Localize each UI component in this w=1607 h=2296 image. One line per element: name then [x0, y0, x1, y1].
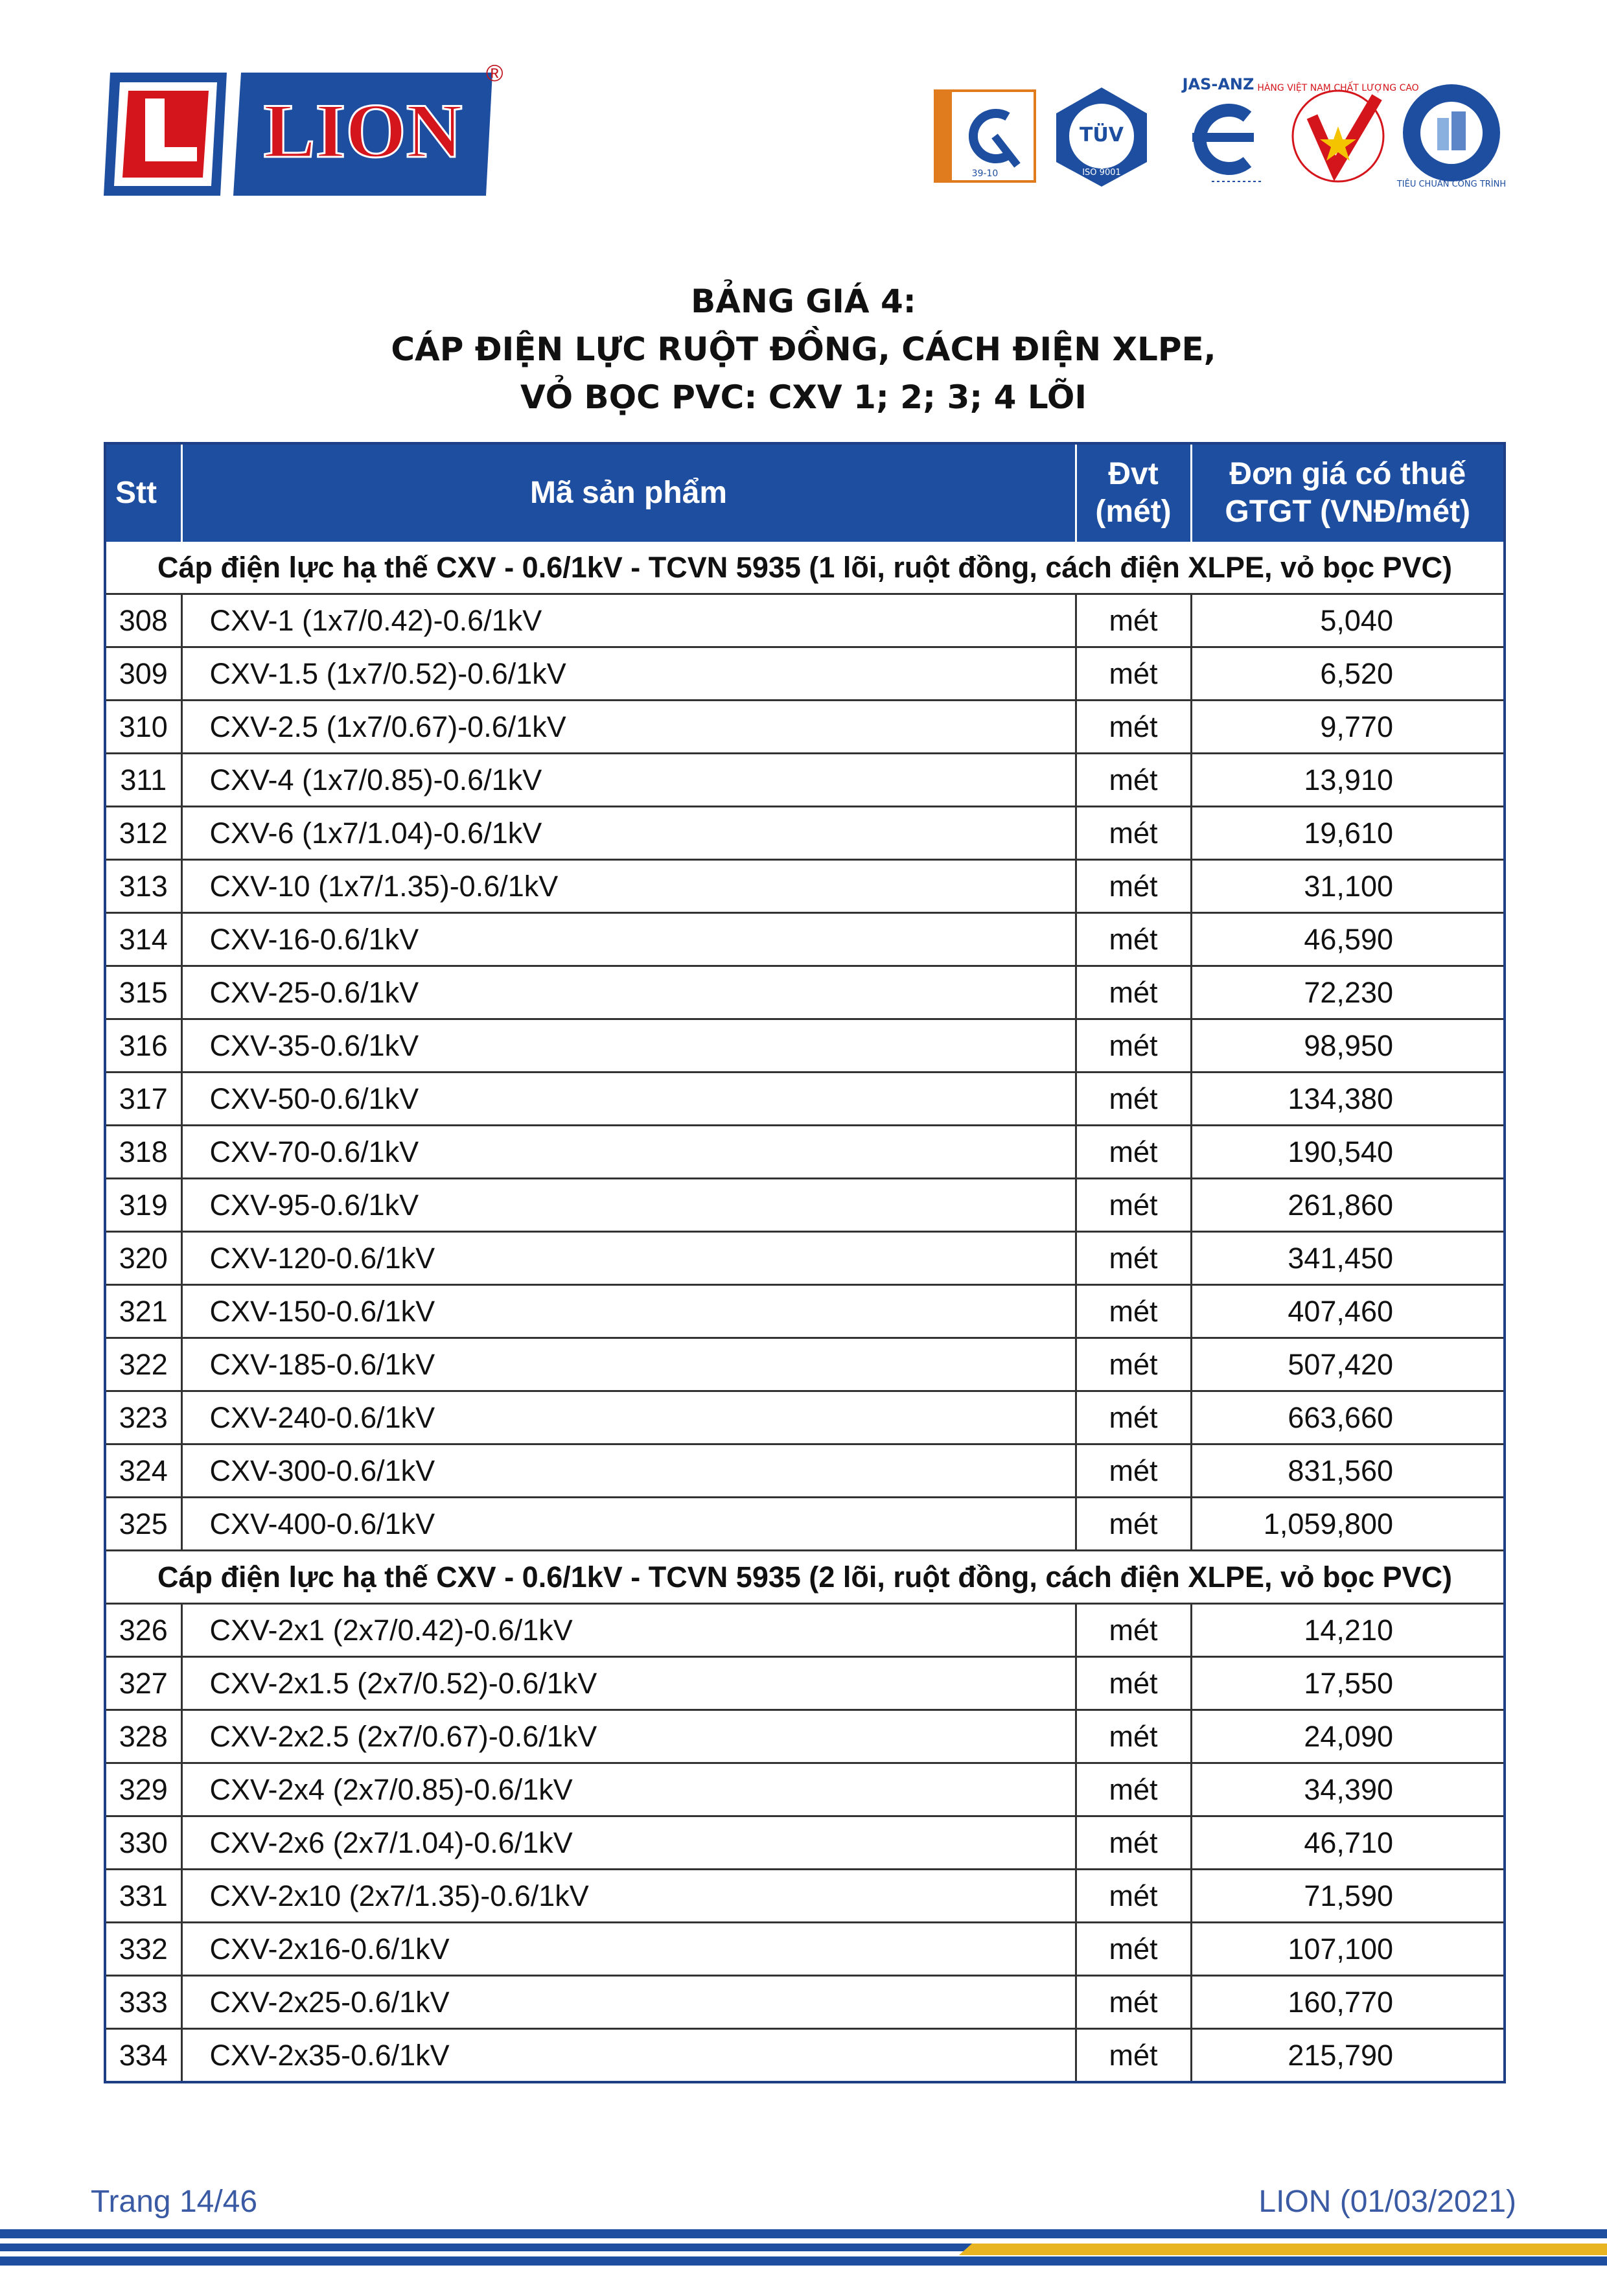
product-code-cell: CXV-2x16-0.6/1kV [181, 1923, 1076, 1976]
title-line-2: CÁP ĐIỆN LỰC RUỘT ĐỒNG, CÁCH ĐIỆN XLPE, [391, 330, 1216, 368]
stt-cell: 333 [105, 1976, 181, 2029]
stt-cell: 327 [105, 1657, 181, 1710]
unit-cell: mét [1076, 1073, 1191, 1126]
table-row [105, 1391, 1505, 1444]
unit-cell: mét [1076, 1126, 1191, 1179]
unit-cell: mét [1076, 754, 1191, 807]
product-code-cell: CXV-185-0.6/1kV [181, 1338, 1076, 1391]
tuv-iso-9001-icon [1050, 71, 1153, 188]
table-row [105, 754, 1505, 807]
unit-cell: mét [1076, 913, 1191, 966]
price-cell: 24,090 [1191, 1710, 1505, 1763]
price-cell: 215,790 [1191, 2029, 1505, 2083]
price-cell: 160,770 [1191, 1976, 1505, 2029]
table-row [105, 1073, 1505, 1126]
unit-cell: mét [1076, 701, 1191, 754]
unit-cell: mét [1076, 2029, 1191, 2083]
unit-cell: mét [1076, 1763, 1191, 1816]
product-code-cell: CXV-70-0.6/1kV [181, 1126, 1076, 1179]
unit-cell: mét [1076, 807, 1191, 860]
table-row [105, 1870, 1505, 1923]
product-code-cell: CXV-2x35-0.6/1kV [181, 2029, 1076, 2083]
svg-text:TÜV: TÜV [1079, 124, 1124, 146]
table-row [105, 647, 1505, 701]
quatest-icon [933, 71, 1037, 188]
unit-cell: mét [1076, 1657, 1191, 1710]
section-title: Cáp điện lực hạ thế CXV - 0.6/1kV - TCVN 5935 (2 lõi, ruột đồng, cách điện XLPE, vỏ bọc PVC) [105, 1551, 1505, 1604]
product-code-cell: CXV-2x1.5 (2x7/0.52)-0.6/1kV [181, 1657, 1076, 1710]
stt-cell: 330 [105, 1816, 181, 1870]
svg-text:39-10: 39-10 [971, 168, 999, 179]
product-code-cell: CXV-1 (1x7/0.42)-0.6/1kV [181, 594, 1076, 647]
header-stt: Stt [105, 443, 181, 542]
svg-text:TIÊU CHUẨN CÔNG TRÌNH: TIÊU CHUẨN CÔNG TRÌNH [1396, 180, 1507, 189]
price-cell: 5,040 [1191, 594, 1505, 647]
price-cell: 341,450 [1191, 1232, 1505, 1285]
section-header-row [105, 1551, 1505, 1604]
stt-cell: 312 [105, 807, 181, 860]
table-row [105, 1816, 1505, 1870]
stt-cell: 324 [105, 1444, 181, 1498]
product-code-cell: CXV-2x1 (2x7/0.42)-0.6/1kV [181, 1604, 1076, 1657]
stt-cell: 309 [105, 647, 181, 701]
table-row [105, 1179, 1505, 1232]
unit-cell: mét [1076, 1710, 1191, 1763]
unit-cell: mét [1076, 1923, 1191, 1976]
header-price: Đơn giá có thuế GTGT (VNĐ/mét) [1191, 443, 1505, 542]
unit-cell: mét [1076, 1285, 1191, 1338]
table-row [105, 860, 1505, 913]
price-cell: 71,590 [1191, 1870, 1505, 1923]
stt-cell: 314 [105, 913, 181, 966]
lion-logo-mark-icon [104, 73, 227, 196]
unit-cell: mét [1076, 1179, 1191, 1232]
unit-cell: mét [1076, 1019, 1191, 1073]
product-code-cell: CXV-10 (1x7/1.35)-0.6/1kV [181, 860, 1076, 913]
stt-cell: 308 [105, 594, 181, 647]
unit-cell: mét [1076, 966, 1191, 1019]
stt-cell: 318 [105, 1126, 181, 1179]
stt-cell: 311 [105, 754, 181, 807]
price-cell: 9,770 [1191, 701, 1505, 754]
table-row [105, 701, 1505, 754]
hang-viet-nam-chat-luong-cao-icon [1257, 71, 1419, 188]
lion-logo [104, 60, 505, 196]
price-cell: 107,100 [1191, 1923, 1505, 1976]
table-row [105, 594, 1505, 647]
table-row [105, 913, 1505, 966]
title-line-1: BẢNG GIÁ 4: [691, 283, 916, 320]
stt-cell: 310 [105, 701, 181, 754]
product-code-cell: CXV-50-0.6/1kV [181, 1073, 1076, 1126]
table-row [105, 1498, 1505, 1551]
price-cell: 72,230 [1191, 966, 1505, 1019]
unit-cell: mét [1076, 1338, 1191, 1391]
product-code-cell: CXV-240-0.6/1kV [181, 1391, 1076, 1444]
jas-anz-icon [1166, 71, 1270, 188]
price-cell: 19,610 [1191, 807, 1505, 860]
table-row [105, 807, 1505, 860]
stt-cell: 322 [105, 1338, 181, 1391]
price-cell: 134,380 [1191, 1073, 1505, 1126]
product-code-cell: CXV-2x6 (2x7/1.04)-0.6/1kV [181, 1816, 1076, 1870]
header-unit: Đvt (mét) [1076, 443, 1191, 542]
unit-cell: mét [1076, 1444, 1191, 1498]
price-cell: 14,210 [1191, 1604, 1505, 1657]
product-code-cell: CXV-2x4 (2x7/0.85)-0.6/1kV [181, 1763, 1076, 1816]
table-row [105, 966, 1505, 1019]
product-code-cell: CXV-150-0.6/1kV [181, 1285, 1076, 1338]
price-cell: 31,100 [1191, 860, 1505, 913]
price-cell: 507,420 [1191, 1338, 1505, 1391]
price-cell: 46,590 [1191, 913, 1505, 966]
product-code-cell: CXV-2x2.5 (2x7/0.67)-0.6/1kV [181, 1710, 1076, 1763]
product-code-cell: CXV-25-0.6/1kV [181, 966, 1076, 1019]
table-row [105, 1444, 1505, 1498]
header-product-code: Mã sản phẩm [181, 443, 1076, 542]
price-cell: 6,520 [1191, 647, 1505, 701]
footer-stripes [0, 2229, 1607, 2296]
product-code-cell: CXV-2x10 (2x7/1.35)-0.6/1kV [181, 1870, 1076, 1923]
stt-cell: 313 [105, 860, 181, 913]
stt-cell: 319 [105, 1179, 181, 1232]
table-header-row [105, 443, 1505, 542]
product-code-cell: CXV-120-0.6/1kV [181, 1232, 1076, 1285]
product-code-cell: CXV-16-0.6/1kV [181, 913, 1076, 966]
price-cell: 1,059,800 [1191, 1498, 1505, 1551]
unit-cell: mét [1076, 1816, 1191, 1870]
unit-cell: mét [1076, 1870, 1191, 1923]
stt-cell: 325 [105, 1498, 181, 1551]
product-code-cell: CXV-4 (1x7/0.85)-0.6/1kV [181, 754, 1076, 807]
table-row [105, 1126, 1505, 1179]
unit-cell: mét [1076, 1232, 1191, 1285]
document-date: LION (01/03/2021) [1258, 2185, 1516, 2219]
unit-cell: mét [1076, 1498, 1191, 1551]
lion-logo-wordmark [233, 73, 492, 196]
stt-cell: 321 [105, 1285, 181, 1338]
title-line-3: VỎ BỌC PVC: CXV 1; 2; 3; 4 LÕI [520, 378, 1087, 416]
svg-text:HÀNG VIỆT NAM CHẤT LƯỢNG CAO: HÀNG VIỆT NAM CHẤT LƯỢNG CAO [1257, 83, 1419, 93]
unit-cell: mét [1076, 647, 1191, 701]
page-title [0, 277, 1607, 421]
table-row [105, 1763, 1505, 1816]
table-row [105, 1019, 1505, 1073]
stt-cell: 326 [105, 1604, 181, 1657]
stt-cell: 316 [105, 1019, 181, 1073]
table-row [105, 1604, 1505, 1657]
price-cell: 407,460 [1191, 1285, 1505, 1338]
table-row [105, 1232, 1505, 1285]
stt-cell: 317 [105, 1073, 181, 1126]
price-cell: 98,950 [1191, 1019, 1505, 1073]
table-row [105, 1657, 1505, 1710]
product-code-cell: CXV-1.5 (1x7/0.52)-0.6/1kV [181, 647, 1076, 701]
table-row [105, 1710, 1505, 1763]
stt-cell: 331 [105, 1870, 181, 1923]
price-cell: 831,560 [1191, 1444, 1505, 1498]
tieu-chuan-cong-trinh-icon [1396, 71, 1507, 189]
table-row [105, 1976, 1505, 2029]
section-title: Cáp điện lực hạ thế CXV - 0.6/1kV - TCVN 5935 (1 lõi, ruột đồng, cách điện XLPE, vỏ bọc PVC) [105, 542, 1505, 594]
price-cell: 17,550 [1191, 1657, 1505, 1710]
price-cell: 34,390 [1191, 1763, 1505, 1816]
stt-cell: 328 [105, 1710, 181, 1763]
unit-cell: mét [1076, 1391, 1191, 1444]
stt-cell: 334 [105, 2029, 181, 2083]
product-code-cell: CXV-95-0.6/1kV [181, 1179, 1076, 1232]
price-cell: 190,540 [1191, 1126, 1505, 1179]
table-row [105, 2029, 1505, 2083]
product-code-cell: CXV-300-0.6/1kV [181, 1444, 1076, 1498]
stt-cell: 332 [105, 1923, 181, 1976]
product-code-cell: CXV-35-0.6/1kV [181, 1019, 1076, 1073]
product-code-cell: CXV-2.5 (1x7/0.67)-0.6/1kV [181, 701, 1076, 754]
product-code-cell: CXV-400-0.6/1kV [181, 1498, 1076, 1551]
unit-cell: mét [1076, 1976, 1191, 2029]
product-code-cell: CXV-6 (1x7/1.04)-0.6/1kV [181, 807, 1076, 860]
svg-text:ISO 9001: ISO 9001 [1082, 168, 1121, 178]
table-row [105, 1923, 1505, 1976]
stt-cell: 315 [105, 966, 181, 1019]
registered-mark: ® [486, 60, 503, 86]
price-cell: 13,910 [1191, 754, 1505, 807]
product-code-cell: CXV-2x25-0.6/1kV [181, 1976, 1076, 2029]
price-cell: 46,710 [1191, 1816, 1505, 1870]
svg-text:JAS-ANZ: JAS-ANZ [1182, 75, 1254, 93]
price-table [104, 442, 1506, 2083]
stt-cell: 323 [105, 1391, 181, 1444]
table-row [105, 1338, 1505, 1391]
unit-cell: mét [1076, 594, 1191, 647]
table-body [105, 542, 1505, 2082]
stt-cell: 320 [105, 1232, 181, 1285]
unit-cell: mét [1076, 860, 1191, 913]
price-cell: 261,860 [1191, 1179, 1505, 1232]
svg-text:LION: LION [263, 87, 463, 174]
section-header-row [105, 542, 1505, 594]
table-row [105, 1285, 1505, 1338]
price-cell: 663,660 [1191, 1391, 1505, 1444]
unit-cell: mét [1076, 1604, 1191, 1657]
page-number: Trang 14/46 [91, 2185, 258, 2219]
stt-cell: 329 [105, 1763, 181, 1816]
